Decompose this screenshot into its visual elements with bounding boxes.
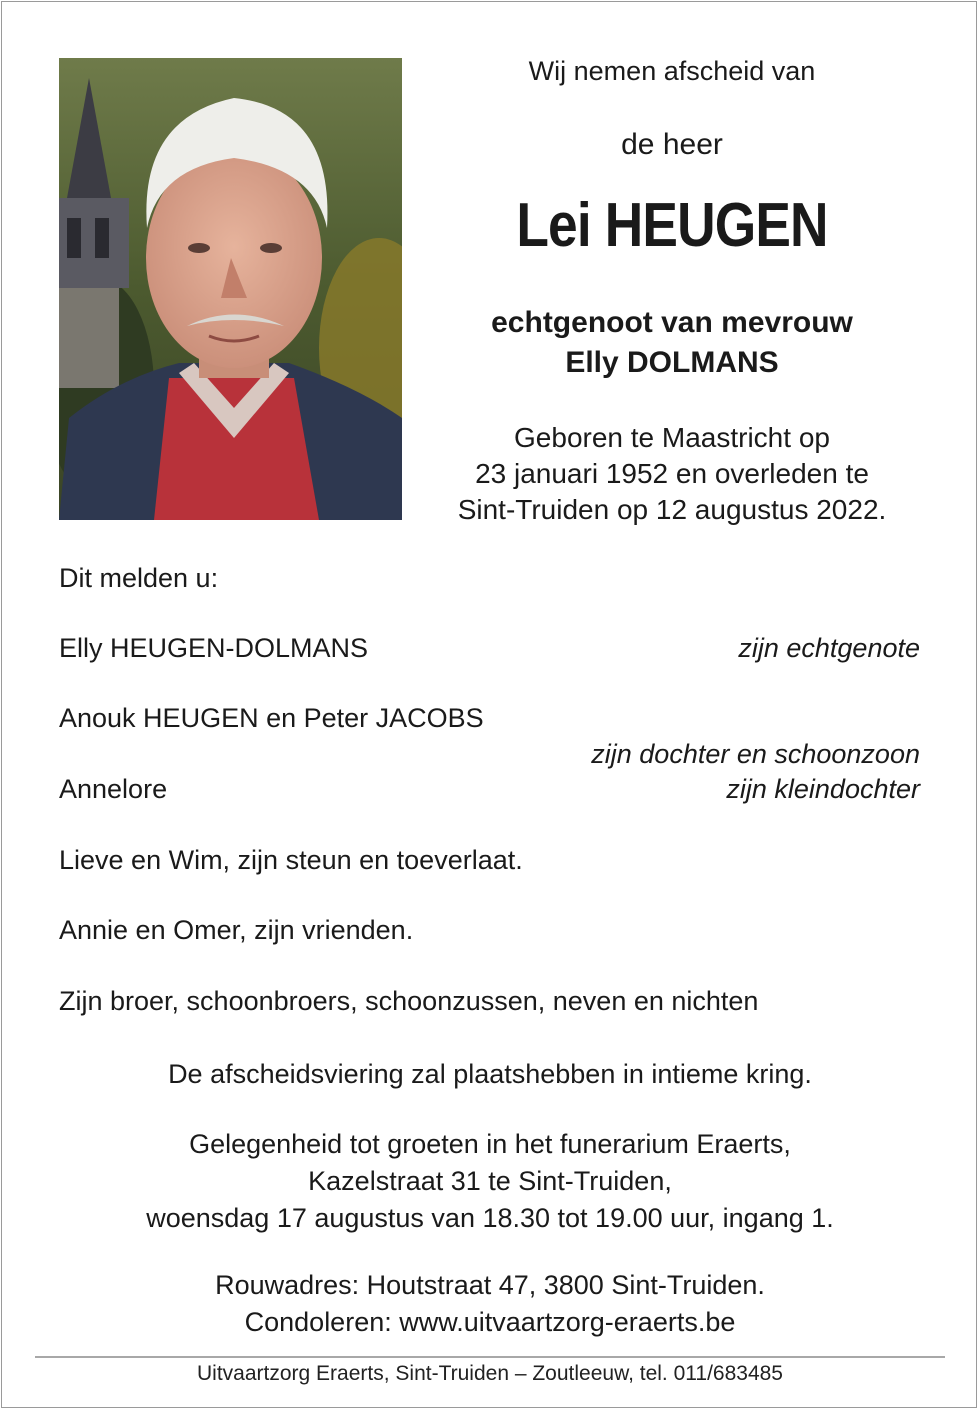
born-line: Sint-Truiden op 12 augustus 2022.: [457, 494, 887, 525]
born-line: Geboren te Maastricht op: [514, 422, 830, 453]
footer-divider: [35, 1356, 945, 1358]
visitation-line: Gelegenheid tot groeten in het funerarium Eraerts,: [189, 1129, 791, 1159]
family-role: zijn dochter en schoonzoon: [591, 739, 920, 769]
family-role: zijn kleindochter: [726, 774, 920, 804]
family-role: zijn echtgenote: [738, 633, 920, 663]
ceremony-text: De afscheidsviering zal plaatshebben in intieme kring.: [168, 1059, 812, 1089]
spouse-name: Elly DOLMANS: [565, 346, 779, 379]
address-line: Rouwadres: Houtstraat 47, 3800 Sint-Truiden.: [215, 1270, 765, 1300]
funeral-home-footer: Uitvaartzorg Eraerts, Sint-Truiden – Zoutleeuw, tel. 011/683485: [197, 1362, 783, 1385]
visitation-line: woensdag 17 augustus van 18.30 tot 19.00 uur, ingang 1.: [146, 1203, 834, 1233]
visitation-line: Kazelstraat 31 te Sint-Truiden,: [308, 1166, 672, 1196]
deceased-name: Lei HEUGEN: [516, 191, 828, 260]
honorific: de heer: [621, 128, 723, 161]
family-name: Elly HEUGEN-DOLMANS: [59, 633, 369, 663]
intro-text: Wij nemen afscheid van: [528, 56, 816, 86]
birth-death-block: [402, 420, 942, 528]
visitation-block: [0, 1126, 980, 1237]
family-name: Anouk HEUGEN en Peter JACOBS: [59, 703, 484, 733]
spouse-block: [402, 303, 942, 383]
condolence-line: Condoleren: www.uitvaartzorg-eraerts.be: [244, 1307, 736, 1337]
portrait-photo: [59, 58, 402, 520]
family-name: Annelore: [59, 774, 168, 804]
contact-block: [0, 1267, 980, 1341]
spouse-line: echtgenoot van mevrouw: [491, 306, 853, 339]
born-line: 23 januari 1952 en overleden te: [475, 458, 869, 489]
